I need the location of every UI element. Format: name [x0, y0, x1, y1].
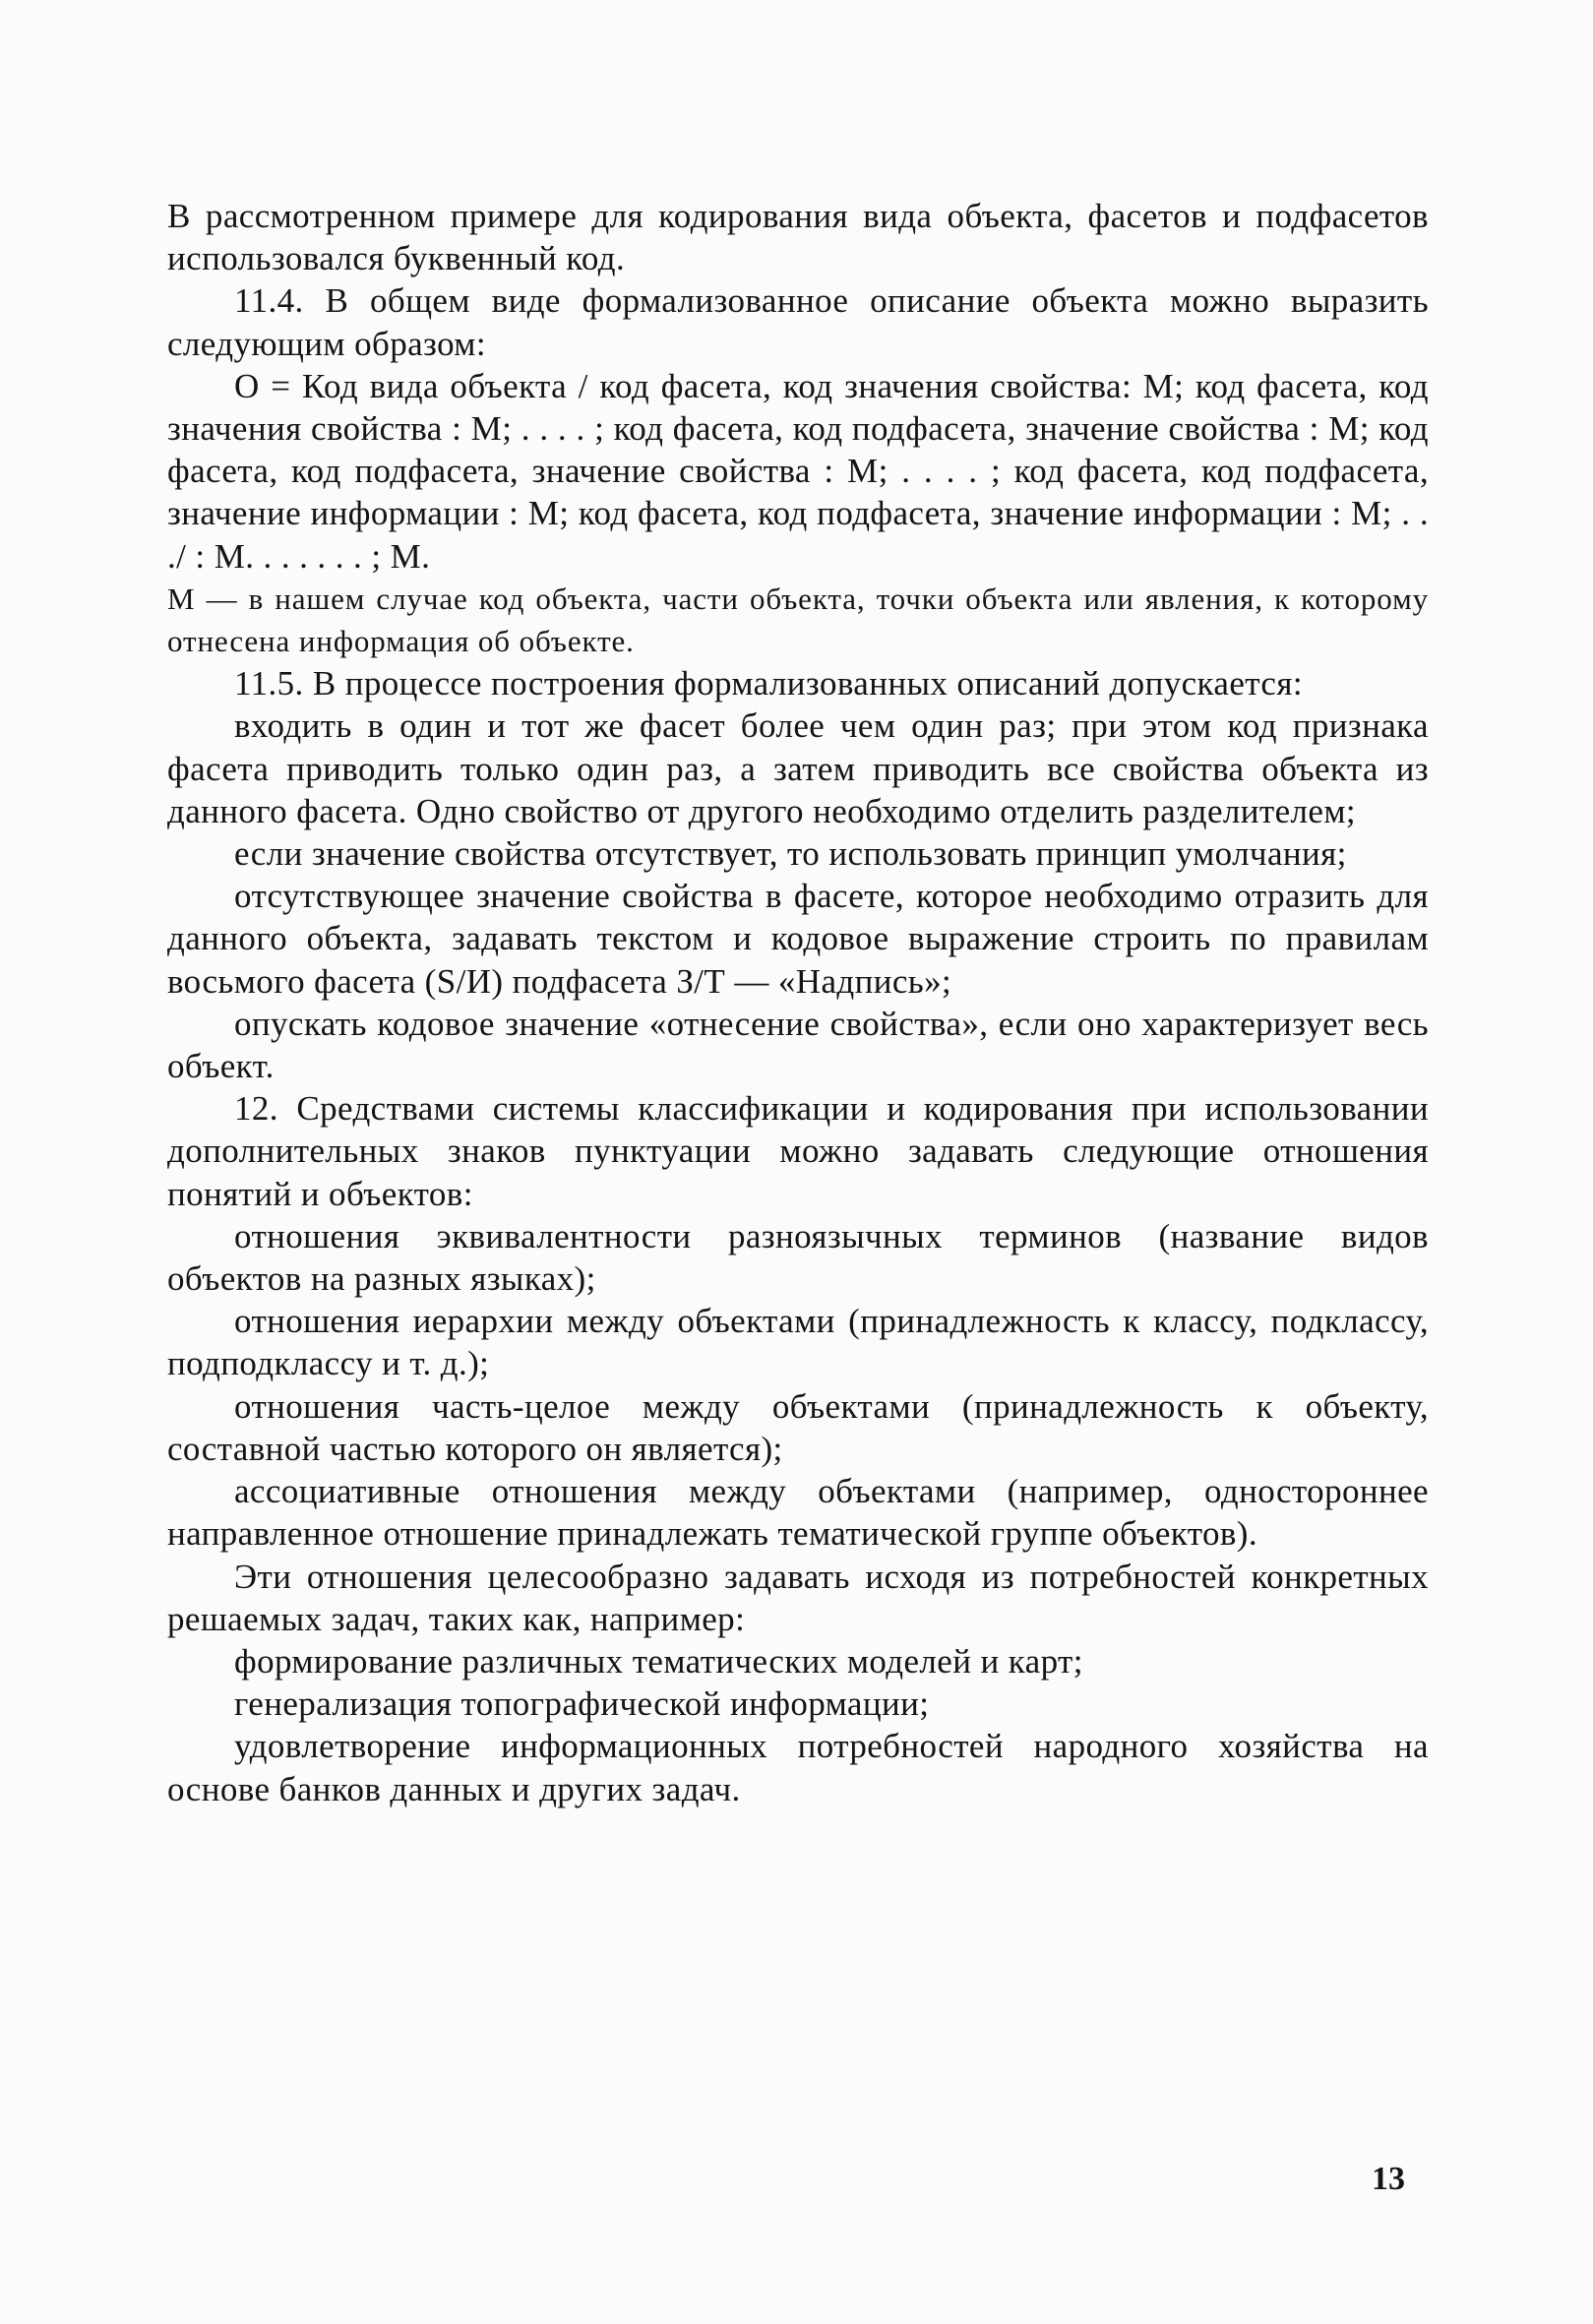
list-item: генерализация топографической информации;: [234, 1684, 930, 1724]
list-item: отсутствующее значение свойства в фасете, которое необходимо отразить для данного объекта, задавать текстом и кодовое выражение строить по правилам восьмого фасета (S/И) подфасета З/Т — «Надпись»;: [167, 877, 1429, 1001]
paragraph-relations-usage: Эти отношения целесообразно задавать исходя из потребностей конкретных решаемых задач, таких как, например:: [167, 1557, 1429, 1638]
formula-description: О = Код вида объекта / код фасета, код значения свойства: М; код фасета, код значения свойства : М; . . . . ; код фасета, код подфасета, значение свойства : М; код фасета, код подфасета, значение свойства : М; . . . . ; код фасета, код подфасета, значение информации : М; код фасета, код подфасета, значение информации : М; . . ./ : М. . . . . . . ; М.: [167, 366, 1429, 576]
paragraph-11-4: 11.4. В общем виде формализованное описание объекта можно выразить следующим образом:: [167, 281, 1429, 363]
page-body: [167, 195, 1429, 1810]
page-number: 13: [1372, 2161, 1405, 2197]
list-item: отношения часть-целое между объектами (принадлежность к объекту, составной частью которого он является);: [167, 1386, 1429, 1468]
list-item: ассоциативные отношения между объектами (например, одностороннее направленное отношение принадлежать тематической группе объектов).: [167, 1472, 1429, 1554]
list-item: входить в один и тот же фасет более чем один раз; при этом код признака фасета приводить только один раз, а затем приводить все свойства объекта из данного фасета. Одно свойство от другого необходимо отделить разделителем;: [167, 706, 1429, 830]
list-item: опускать кодовое значение «отнесение свойства», если оно характеризует весь объект.: [167, 1004, 1429, 1086]
paragraph-11-5: 11.5. В процессе построения формализованных описаний допускается:: [234, 664, 1303, 703]
list-item: если значение свойства отсутствует, то использовать принцип умолчания;: [234, 834, 1347, 874]
paragraph-coding-example: В рассмотренном примере для кодирования вида объекта, фасетов и подфасетов использовался буквенный код.: [167, 197, 1429, 278]
paragraph-12: 12. Средствами системы классификации и кодирования при использовании дополнительных знаков пунктуации можно задавать следующие отношения понятий и объектов:: [167, 1089, 1429, 1213]
note-m-definition: М — в нашем случае код объекта, части объекта, точки объекта или явления, к которому отнесена информация об объекте.: [167, 581, 1429, 659]
list-item: формирование различных тематических моделей и карт;: [234, 1641, 1083, 1681]
list-item: отношения иерархии между объектами (принадлежность к классу, подклассу, подподклассу и т. д.);: [167, 1302, 1429, 1383]
list-item: отношения эквивалентности разноязычных терминов (название видов объектов на разных языках);: [167, 1216, 1429, 1299]
list-item: удовлетворение информационных потребностей народного хозяйства на основе банков данных и других задач.: [167, 1727, 1429, 1808]
